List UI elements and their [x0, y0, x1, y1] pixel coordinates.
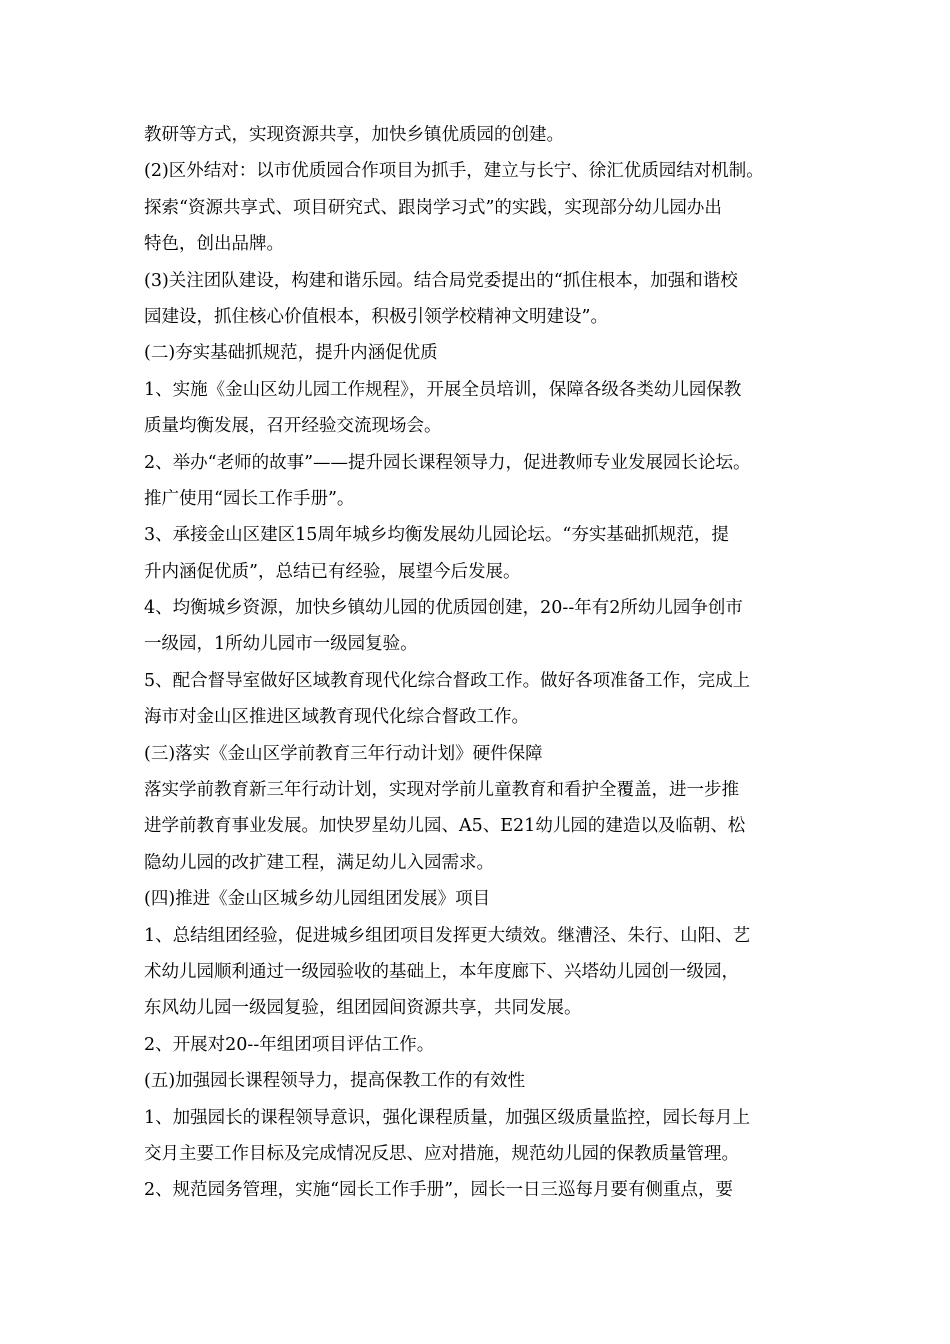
- text-line: 1、实施《金山区幼儿园工作规程》，开展全员培训，保障各级各类幼儿园保教: [144, 379, 742, 400]
- text-line: 探索“资源共享式、项目研究式、跟岗学习式”的实践，实现部分幼儿园办出: [144, 197, 722, 218]
- section-heading: (二)夯实基础抓规范，提升内涵促优质: [144, 343, 438, 364]
- text-line: (2)区外结对：以市优质园合作项目为抓手，建立与长宁、徐汇优质园结对机制。: [144, 161, 764, 182]
- text-line: 园建设，抓住核心价值根本，积极引领学校精神文明建设”。: [144, 306, 608, 327]
- text-line: 1、加强园长的课程领导意识，强化课程质量，加强区级质量监控，园长每月上: [144, 1107, 751, 1128]
- text-line: 东风幼儿园一级园复验，组团园间资源共享，共同发展。: [144, 998, 582, 1019]
- text-line: 5、配合督导室做好区域教育现代化综合督政工作。做好各项准备工作，完成上: [144, 670, 751, 691]
- text-line: 海市对金山区推进区域教育现代化综合督政工作。: [144, 707, 529, 728]
- text-line: 落实学前教育新三年行动计划，实现对学前儿童教育和看护全覆盖，进一步推: [144, 780, 739, 801]
- text-line: 进学前教育事业发展。加快罗星幼儿园、A5、E21幼儿园的建造以及临朝、松: [144, 816, 746, 837]
- text-line: 一级园，1所幼儿园市一级园复验。: [144, 634, 418, 655]
- section-heading: (五)加强园长课程领导力，提高保教工作的有效性: [144, 1071, 526, 1092]
- text-line: 4、均衡城乡资源，加快乡镇幼儿园的优质园创建，20--年有2所幼儿园争创市: [144, 598, 743, 619]
- text-line: 3、承接金山区建区15周年城乡均衡发展幼儿园论坛。“夯实基础抓规范，提: [144, 525, 729, 546]
- text-line: 术幼儿园顺利通过一级园验收的基础上，本年度廊下、兴塔幼儿园创一级园，: [144, 961, 739, 982]
- text-line: 隐幼儿园的改扩建工程，满足幼儿入园需求。: [144, 852, 494, 873]
- text-line: 交月主要工作目标及完成情况反思、应对措施，规范幼儿园的保教质量管理。: [144, 1143, 739, 1164]
- text-line: 升内涵促优质”，总结已有经验，展望今后发展。: [144, 561, 521, 582]
- section-heading: (三)落实《金山区学前教育三年行动计划》硬件保障: [144, 743, 543, 764]
- section-heading: (四)推进《金山区城乡幼儿园组团发展》项目: [144, 889, 491, 910]
- text-line: 2、规范园务管理，实施“园长工作手册”，园长一日三巡每月要有侧重点，要: [144, 1180, 734, 1201]
- text-line: 1、总结组团经验，促进城乡组团项目发挥更大绩效。继漕泾、朱行、山阳、艺: [144, 925, 751, 946]
- text-line: 质量均衡发展，召开经验交流现场会。: [144, 416, 442, 437]
- text-line: 2、举办“老师的故事”——提升园长课程领导力，促进教师专业发展园长论坛。: [144, 452, 751, 473]
- document-body: [144, 117, 824, 1209]
- text-line: 2、开展对20--年组团项目评估工作。: [144, 1034, 435, 1055]
- text-line: (3)关注团队建设，构建和谐乐园。结合局党委提出的“抓住根本，加强和谐校: [144, 270, 738, 291]
- text-line: 特色，创出品牌。: [144, 234, 284, 255]
- text-line: 教研等方式，实现资源共享，加快乡镇优质园的创建。: [144, 125, 564, 145]
- text-line: 推广使用“园长工作手册”。: [144, 488, 355, 509]
